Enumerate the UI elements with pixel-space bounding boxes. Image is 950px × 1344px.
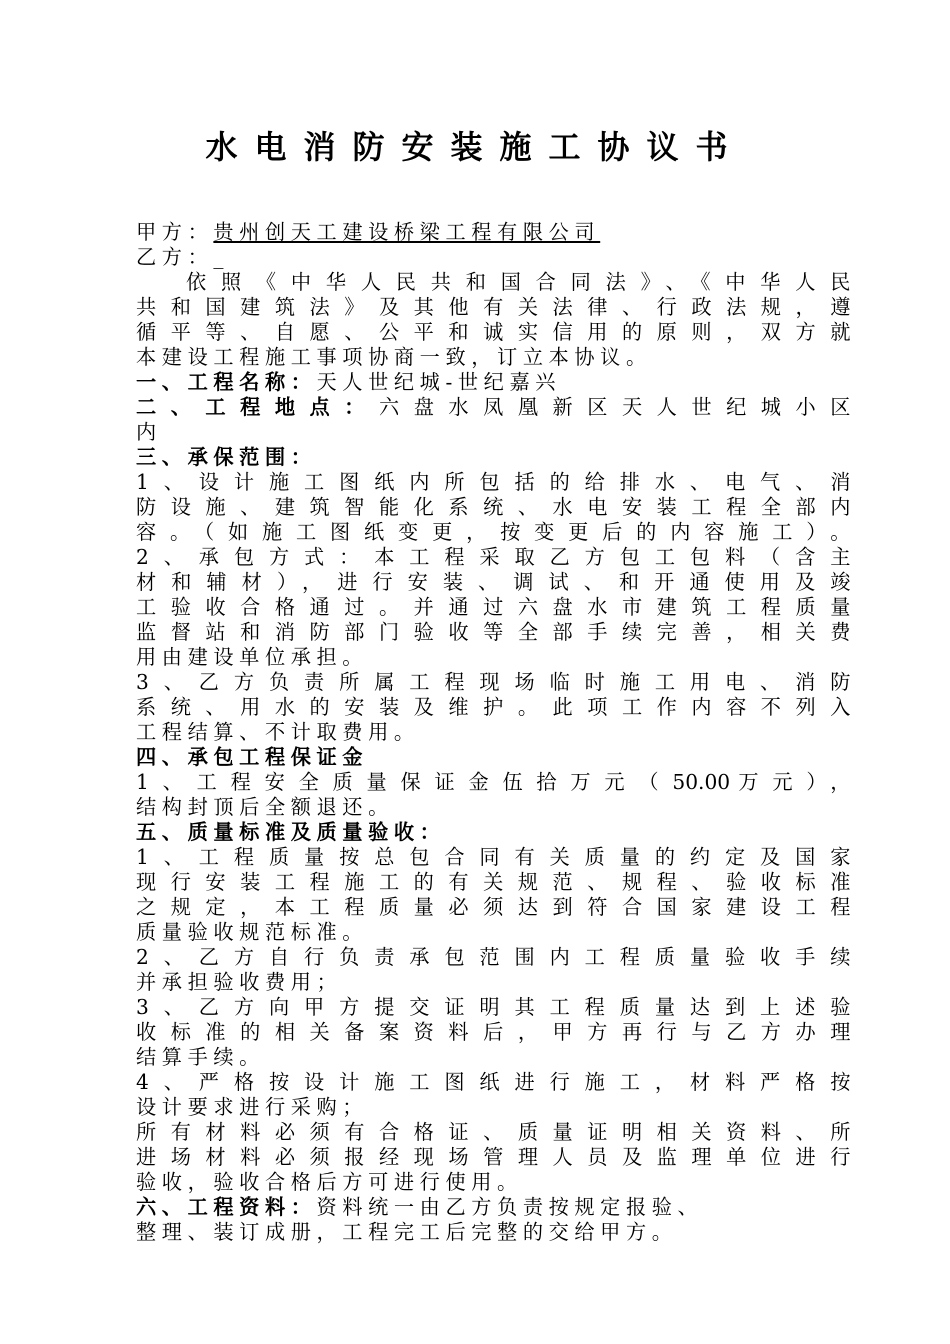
intro-line: 本建设工程施工事项协商一致，订立本协议。 <box>136 345 652 369</box>
paragraph-line: 3、乙方向甲方提交证明其工程质量达到上述验 <box>136 995 856 1019</box>
section-3-heading: 三、承保范围： <box>136 445 317 469</box>
intro-line: 共和国建筑法》及其他有关法律、行政法规，遵 <box>136 295 856 319</box>
intro-line: 依照《中华人民共和国合同法》、《中华人民 <box>186 270 856 294</box>
section-4-heading: 四、承包工程保证金 <box>136 745 369 769</box>
paragraph-line: 2、承包方式：本工程采取乙方包工包料（含主 <box>136 545 856 569</box>
party-b-line <box>136 245 856 270</box>
paragraph-line: 收标准的相关备案资料后，甲方再行与乙方办理 <box>136 1020 856 1044</box>
paragraph-line: 1、设计施工图纸内所包括的给排水、电气、消 <box>136 470 856 494</box>
paragraph-line: 设计要求进行采购； <box>136 1095 369 1119</box>
paragraph-line: 材和辅材），进行安装、调试、和开通使用及竣 <box>136 570 856 594</box>
paragraph-line: 监督站和消防部门验收等全部手续完善，相关费 <box>136 620 856 644</box>
deposit-amount: 50.00 <box>672 770 731 794</box>
document-title: 水电消防安装施工协议书 <box>205 128 745 166</box>
paragraph-line: 4、严格按设计施工图纸进行施工，材料严格按 <box>136 1070 856 1094</box>
section-1-line <box>136 370 856 395</box>
section-5-heading: 五、质量标准及质量验收： <box>136 820 446 844</box>
paragraph-line: 质量验收规范标准。 <box>136 920 369 944</box>
deposit-unit: 万元）， <box>730 770 856 794</box>
paragraph-line: 2、乙方自行负责承包范围内工程质量验收手续 <box>136 945 856 969</box>
paragraph-line: 进场材料必须报经现场管理人员及监理单位进行 <box>136 1145 856 1169</box>
paragraph-line: 并承担验收费用； <box>136 970 343 994</box>
section-6-line <box>136 1195 856 1220</box>
party-a-line <box>136 220 856 245</box>
intro-line: 循平等、自愿、公平和诚实信用的原则，双方就 <box>136 320 856 344</box>
paragraph-line: 用由建设单位承担。 <box>136 645 369 669</box>
section-6-value: 资料统一由乙方负责按规定报验、 <box>316 1195 704 1219</box>
section-6-heading: 六、工程资料： <box>136 1195 317 1219</box>
paragraph-line: 系统、用水的安装及维护。此项工作内容不列入 <box>136 695 856 719</box>
paragraph-line: 整理、装订成册，工程完工后完整的交给甲方。 <box>136 1220 678 1244</box>
paragraph-line: 结算手续。 <box>136 1045 265 1069</box>
paragraph-line: 验收，验收合格后方可进行使用。 <box>136 1170 523 1194</box>
section-2-line: 内 <box>136 420 162 444</box>
paragraph-line: 之规定，本工程质量必须达到符合国家建设工程 <box>136 895 856 919</box>
document-body <box>136 220 856 1245</box>
section-1-heading: 一、工程名称： <box>136 370 317 394</box>
paragraph-line: 3、乙方负责所属工程现场临时施工用电、消防 <box>136 670 856 694</box>
paragraph-line: 工验收合格通过。并通过六盘水市建筑工程质量 <box>136 595 856 619</box>
deposit-text: 1、工程安全质量保证金伍拾万元（ <box>136 770 673 794</box>
paragraph-line: 结构封顶后全额退还。 <box>136 795 394 819</box>
party-b-label: 乙方： <box>136 245 214 269</box>
party-a-label: 甲方： <box>136 220 214 244</box>
paragraph-line: 防设施、建筑智能化系统、水电安装工程全部内 <box>136 495 856 519</box>
paragraph-line: 容。（如施工图纸变更，按变更后的内容施工）。 <box>136 520 856 544</box>
party-b-value: _ <box>213 245 230 269</box>
paragraph-line: 1、工程质量按总包合同有关质量的约定及国家 <box>136 845 856 869</box>
section-1-value: 天人世纪城-世纪嘉兴 <box>316 370 562 394</box>
paragraph-line <box>136 770 856 795</box>
paragraph-line: 所有材料必须有合格证、质量证明相关资料、所 <box>136 1120 856 1144</box>
section-2-line <box>136 395 856 420</box>
section-2-heading: 二、工程地点： <box>136 395 379 419</box>
section-2-value: 六盘水凤凰新区天人世纪城小区 <box>378 395 857 419</box>
party-a-value: 贵州创天工建设桥梁工程有限公司 <box>213 220 601 244</box>
paragraph-line: 工程结算、不计取费用。 <box>136 720 420 744</box>
paragraph-line: 现行安装工程施工的有关规范、规程、验收标准 <box>136 870 856 894</box>
